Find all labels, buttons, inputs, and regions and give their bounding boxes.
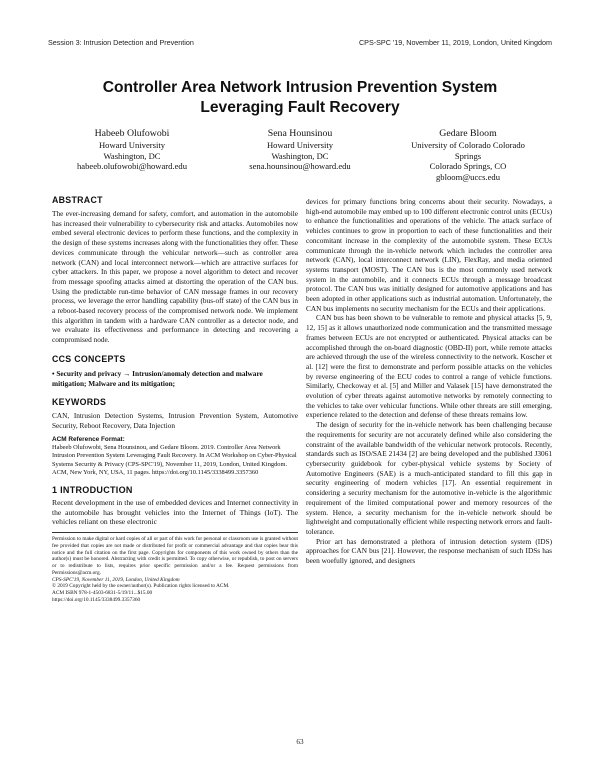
permission-text: Permission to make digital or hard copies of all or part of this work for personal or classroom use is granted without fee provided that copies are not made or distributed for profit or commercial advantage and that copies bear this notice and the full citation on the first page. Copyrights for components of this work owned by others than the author(s) must be honored. Abstracting with credit is permitted. To copy otherwise, or republish, to post on servers or to redistribute to lists, requires prior specific permission and/or a fee. Request permissions from Permissions@acm.org. [52, 536, 298, 576]
acm-reference-heading: ACM Reference Format: [52, 435, 125, 443]
author-1 [48, 127, 216, 182]
introduction-text: Recent development in the use of embedded devices and Internet connectivity in the automobile has brought vehicles into the Internet of Things (IoT). The vehicles reliant on these electronic [52, 497, 298, 527]
author-name: Gedare Bloom [439, 128, 497, 139]
title-line-2: Leveraging Fault Recovery [200, 99, 400, 116]
author-location: Washington, DC [103, 150, 161, 161]
body-paragraph: CAN bus has been shown to be vulnerable to remote and physical attacks [5, 9, 12, 15] as it allows unauthorized node communication and the transmitted message frames between ECUs are not encrypted or authenticated. Physical attacks can be accomplished through the on-board diagnostic (OBD-II) port, while remote attacks are achieved through the use of the wireless connectivity to the network. Koscher et al. [12] were the first to demonstrate and perform possible attacks on the vehicles by reverse engineering of the ECU codes to control a range of vehicle functions. Similarly, Checkoway et al. [5] and Miller and Valasek [15] have demonstrated the evolution of cyber threats against automotive networks by remotely connecting to the vehicles to take over vehicular functions. While other threats are still emerging, experience related to the detection and defense of these threats remains low. [306, 313, 552, 420]
body-paragraph: Prior art has demonstrated a plethora of intrusion detection system (IDS) approaches for CAN bus [21]. However, the response mechanism of such IDSs has been woefully ignored, and designers [306, 536, 552, 566]
keywords-text: CAN, Intrusion Detection Systems, Intrusion Prevention System, Automotive Security, Reboot Recovery, Data Injection [52, 411, 298, 430]
paper-title [48, 78, 552, 118]
introduction [52, 498, 298, 528]
author-block [48, 127, 552, 182]
permission-footnote [52, 532, 298, 603]
author-email: sena.hounsinou@howard.edu [249, 161, 351, 172]
author-email: habeeb.olufowobi@howard.edu [76, 161, 188, 172]
title-line-1: Controller Area Network Intrusion Prevention System [102, 79, 498, 96]
author-affiliation-line-2: Springs [454, 150, 482, 161]
author-affiliation: Howard University [98, 140, 166, 150]
keywords-heading: KEYWORDS [52, 397, 107, 408]
author-name: Sena Hounsinou [267, 128, 333, 139]
footnote-doi: https://doi.org/10.1145/3338499.3357360 [52, 596, 141, 603]
author-location: Colorado Springs, CO [429, 161, 507, 172]
page-number: 63 [296, 738, 304, 746]
left-column [52, 195, 298, 603]
introduction-heading: 1 INTRODUCTION [52, 484, 133, 495]
author-affiliation-line-1: University of Colorado Colorado [411, 140, 525, 150]
abstract-heading: ABSTRACT [52, 195, 103, 205]
footnote-isbn: ACM ISBN 978-1-4503-6831-5/19/11...$15.00 [52, 590, 153, 596]
acm-reference [52, 435, 298, 478]
abstract-text: The ever-increasing demand for safety, comfort, and automation in the automobile has increased their vulnerability to cybersecurity risk and attacks. Automobiles now embed several electronic devices to perform these functions, and the complexity in the design of these systems increases along with the functionalities they offer. These devices communicate through the vehicular network—such as controller area network (CAN) and local interconnect network—which are attractive surfaces for cyber attackers. In this paper, we propose a novel algorithm to detect and recover from message spoofing attacks aimed at distorting the operation of the CAN bus. Using the predictable run-time behavior of CAN message frames in our recovery process, we leverage the error handling capability (bus-off state) of the CAN bus in a reboot-based recovery process of the compromised network node. We implement this algorithm in tandem with a hardware CAN controller as a detector node, and we evaluate its effectiveness and performance in detecting and recovering a compromised node. [52, 209, 298, 345]
body-paragraph: The design of security for the in-vehicle network has been challenging because the requirements for security are not accurately defined while also considering the constraint of the available bandwidth of the vehicular network protocols. Recently, standards such as ISO/SAE 21434 [2] are being developed and the published J3061 cybersecurity guidebook for cyber-physical vehicle systems by Society of Automotive Engineers (SAE) is a much-anticipated standard to fill this gap in security engineering of modern vehicles [17]. An essential requirement in considering a security mechanism for the automotive in-vehicle is the algorithmic requirement of the limited computational power and memory resources of the system. Hence, a security mechanism for the in-vehicle network should be lightweight and computationally efficient while respecting network errors and fault-tolerance. [306, 420, 552, 536]
footnote-copyright: © 2019 Copyright held by the owner/author(s). Publication rights licensed to ACM. [52, 583, 230, 590]
author-2 [216, 127, 384, 182]
author-affiliation: Howard University [266, 140, 334, 150]
right-column [306, 197, 552, 566]
header-session: Session 3: Intrusion Detection and Prevention [48, 38, 194, 47]
author-name: Habeeb Olufowobi [94, 128, 170, 139]
ccs-heading: CCS CONCEPTS [52, 353, 126, 364]
author-3 [384, 127, 552, 182]
author-location: Washington, DC [271, 150, 329, 161]
body-paragraph: devices for primary functions bring concerns about their security. Nowadays, a high-end automobile may embed up to 100 different electronic control units (ECUs) to enhance the functionalities and operations of the vehicle. The attack surface of vehicles continues to grow in proportion to each of these functionalities and their concomitant increase in the complexity of the automobile system. These ECUs communicate through the in-vehicle network which includes the controller area network (CAN), local interconnect network (LIN), FlexRay, and media oriented systems transport (MOST). The CAN bus is the most commonly used network system in the automobile, and it connects ECUs through a message broadcast protocol. The CAN bus was initially designed for automotive applications and has been adopted in other applications such as industrial automation. Unfortunately, the CAN bus implements no security mechanism for the ECUs and their applications. [306, 197, 552, 313]
acm-reference-text: Habeeb Olufowobi, Sena Hounsinou, and Gedare Bloom. 2019. Controller Area Network Intrusion Prevention System Leveraging Fault Recovery. In ACM Workshop on Cyber-Physical Systems Security & Privacy (CPS-SPC'19), November 11, 2019, London, United Kingdom. ACM, New York, NY, USA, 11 pages. https://doi.org/10.1145/3338499.3357360 [52, 443, 297, 477]
footnote-conference: CPS-SPC'19, November 11, 2019, London, United Kingdom [52, 576, 180, 583]
running-header [48, 38, 552, 47]
ccs-concepts: • Security and privacy → Intrusion/anomaly detection and malware mitigation; Malware and its mitigation; [52, 368, 263, 388]
header-conference: CPS-SPC '19, November 11, 2019, London, United Kingdom [358, 38, 552, 47]
author-email: gbloom@uccs.edu [436, 171, 500, 182]
